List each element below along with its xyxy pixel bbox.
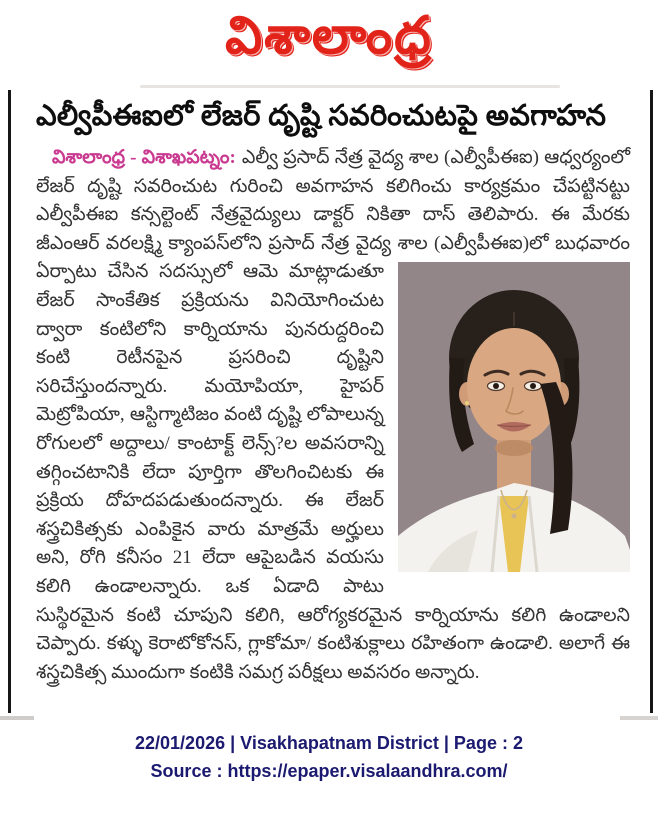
scan-artifact-top: [140, 85, 560, 88]
body-text-before-photo: ఎల్వీ ప్రసాద్ నేత్ర వైద్య శాల (ఎల్వీపీఈఐ) ఆధ్వర్యంలో లేజర్ దృష్టి సవరించుట గురించి అవగాహన కలిగించు కార్యక్రమం చేపట్టినట్టు ఎల్వీపీఈఐ కన్సల్టెంట్ నేత్రవైద్యులు డాక్టర్ నికితా దాస్ తెలిపారు. ఈ మేరకు జీఎంఆర్ వరలక్ష్మి క్యాంపస్‌లోని ప్రసాద్ నేత్ర వైద్య శాల: [36, 147, 631, 254]
article-headline: ఎల్వీపీఈఐలో లేజర్ దృష్టి సవరించుటపై అవగాహన: [36, 100, 607, 132]
footer-meta: [0, 729, 658, 785]
dateline: విశాలాంధ్ర - విశాఖపట్నం:: [52, 147, 236, 168]
doctor-photo: [398, 262, 630, 572]
body-text-after-photo: (ఎల్వీపీఈఐ)లో బుధవారం ఏర్పాటు చేసిన సదస్సులో ఆమె మాట్లాడుతూ లేజర్ సాంకేతిక ప్రక్రియను వినియోగించుట ద్వారా కంటిలోని కార్నియాను పునరుద్దరించి కంటి రెటీనపైన ప్రసరించి దృష్టిని సరిచేస్తుందన్నారు. మయోపియా, హైపర్ మెట్రోపియా, ఆస్టిగ్మాటిజం వంటి దృష్టి లోపాలున్న రోగులలో అద్దాలు/ కాంటాక్ట్ లెన్స్?ల అవసరాన్ని తగ్గించటానికి లేదా పూర్తిగా తొలగించిటకు ఈ ప్రక్రియ దోహదపడుతుందన్నారు. ఈ లేజర్ శస్త్రచికిత్సకు ఎంపికైన వారు మాత్రమే అర్హులు అని, రోగి కనీసం 21 లేదా ఆపైబడిన వయసు కలిగి ఉండాలన్నారు. ఒక ఏడాది పాటు సుస్థిరమైన కంటి చూపుని కలిగి, ఆరోగ్యకరమైన కార్నియాను కలిగి ఉండాలని చెప్పారు. కళ్ళు కెరాటోకోనస్, గ్లాకోమా/ కంటిశుక్లాలు రహితంగా ఉండాలి. అలాగే ఈ శస్త్రచికిత్స ముందుగా కంటికి సమగ్ర పరీక్షలు అవసరం అన్నారు.: [36, 232, 630, 683]
article-clipping: [8, 90, 653, 713]
newspaper-logo: విశాలాంధ్ర: [225, 5, 433, 66]
article-body: [36, 144, 630, 687]
masthead: [0, 0, 658, 82]
doctor-portrait-illustration: [398, 262, 630, 572]
scan-artifact-bottom-right: [620, 716, 658, 720]
footer-date-district-page: 22/01/2026 | Visakhapatnam District | Page : 2: [135, 733, 523, 753]
scan-artifact-bottom-left: [0, 716, 34, 720]
footer-source-url: Source : https://epaper.visalaandhra.com/: [150, 761, 508, 781]
